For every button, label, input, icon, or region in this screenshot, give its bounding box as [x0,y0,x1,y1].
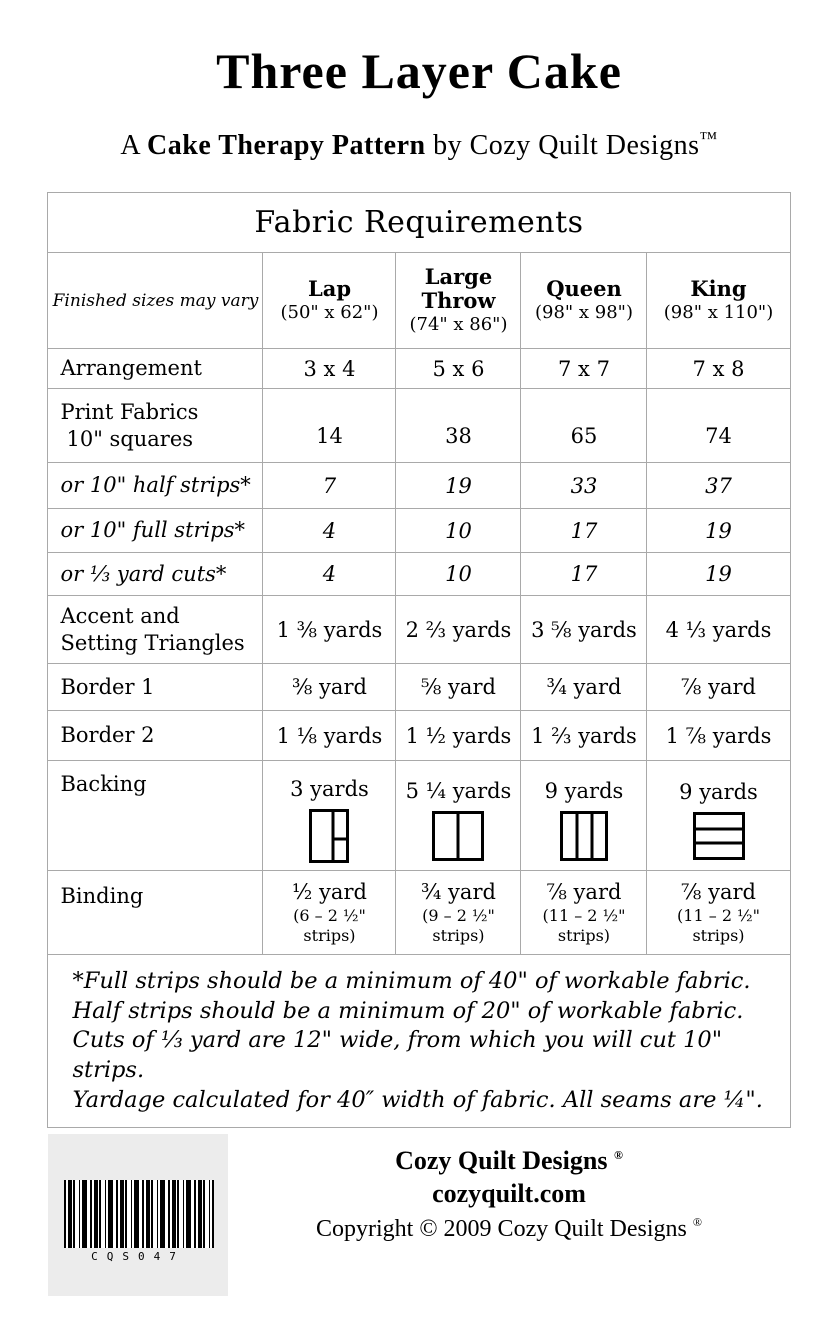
border-2-large-throw: 1 ½ yards [396,711,521,761]
table-row-print-fabrics [48,389,790,463]
half-strips-queen: 33 [521,463,647,509]
table-footnotes-row [48,955,790,1128]
binding-yardage: ¾ yard [421,879,496,904]
footer-website: cozyquilt.com [432,1179,586,1209]
border-1-large-throw: ⅝ yard [396,664,521,711]
binding-strips-line2: strips) [303,926,356,946]
table-row-half-strips [48,463,790,509]
binding-yardage: ⅞ yard [546,879,622,904]
table-row-yard-cuts [48,553,790,596]
half-strips-lap: 7 [263,463,396,509]
table-row-border-1 [48,664,790,711]
row-label-backing: Backing [48,761,263,871]
column-size: (98" x 110") [663,301,774,323]
footnotes [48,955,790,1128]
yard-cuts-queen: 17 [521,553,647,596]
page-subtitle [0,128,838,162]
footer-text-block [228,1134,790,1296]
subtitle-suffix: by Cozy Quilt Designs [425,130,700,161]
backing-queen-cell [521,761,647,871]
border-2-queen: 1 ⅔ yards [521,711,647,761]
backing-lap-yardage: 3 yards [290,776,369,801]
border-1-queen: ¾ yard [521,664,647,711]
footnote-yard-cuts: Cuts of ⅓ yard are 12" wide, from which you will cut 10" strips. [72,1027,723,1084]
row-label-full-strips: or 10" full strips* [48,509,263,553]
print-fabrics-label: Print Fabrics [60,400,199,425]
full-strips-king: 19 [647,509,790,553]
table-row-arrangement [48,349,790,389]
trademark-symbol: ™ [699,128,718,148]
page-title: Three Layer Cake [216,43,622,99]
footnote-yardage: Yardage calculated for 40″ width of fabric. All seams are ¼". [72,1086,763,1113]
binding-strips-line1: (11 – 2 ½" [542,906,626,926]
binding-strips-line2: strips) [692,926,745,946]
footer-copyright [228,1215,790,1243]
backing-king-yardage: 9 yards [679,779,758,804]
row-label-print-fabrics [48,389,263,463]
binding-strips-line1: (9 – 2 ½" [422,906,495,926]
column-header-king [647,253,790,349]
backing-large-throw-yardage: 5 ¼ yards [405,778,512,803]
backing-lap-cell [263,761,396,871]
yard-cuts-lap: 4 [263,553,396,596]
column-name: Queen [546,275,622,301]
binding-strips-line2: strips) [432,926,485,946]
registered-symbol: ® [613,1148,623,1163]
accent-lap: 1 ⅜ yards [263,596,396,664]
binding-queen-cell [521,871,647,955]
corner-note: Finished sizes may vary [48,253,263,349]
full-strips-queen: 17 [521,509,647,553]
arrangement-king: 7 x 8 [647,349,790,389]
accent-queen: 3 ⅝ yards [521,596,647,664]
registered-symbol: ® [692,1215,703,1230]
accent-king: 4 ⅓ yards [647,596,790,664]
backing-large-throw-cell [396,761,521,871]
binding-strips-line1: (11 – 2 ½" [677,906,760,926]
accent-label-line1: Accent and [60,604,180,629]
binding-lap-cell [263,871,396,955]
squares-lap: 14 [263,389,396,463]
squares-large-throw: 38 [396,389,521,463]
full-strips-lap: 4 [263,509,396,553]
barcode-bars-icon [64,1180,214,1248]
border-2-king: 1 ⅞ yards [647,711,790,761]
row-label-binding: Binding [48,871,263,955]
backing-diagram-large-throw-seams-icon [432,811,484,861]
table-title-row [48,193,790,253]
barcode [48,1134,228,1296]
border-1-king: ⅞ yard [647,664,790,711]
print-fabrics-sublabel: 10" squares [66,426,194,451]
table-row-binding [48,871,790,955]
column-header-lap [263,253,396,349]
yard-cuts-large-throw: 10 [396,553,521,596]
arrangement-large-throw: 5 x 6 [396,349,521,389]
backing-diagram-lap-seams-icon [309,809,349,863]
squares-king: 74 [647,389,790,463]
backing-diagram-king-seams-icon [693,812,745,860]
arrangement-queen: 7 x 7 [521,349,647,389]
arrangement-lap: 3 x 4 [263,349,396,389]
table-row-border-2 [48,711,790,761]
footer-copyright-text: Copyright © 2009 Cozy Quilt Designs [315,1216,687,1243]
column-name: Large Throw [421,263,496,313]
backing-queen-yardage: 9 yards [544,778,624,803]
row-label-arrangement: Arrangement [48,349,263,389]
squares-queen: 65 [521,389,647,463]
table-title: Fabric Requirements [48,193,790,253]
footnote-full-strips: *Full strips should be a minimum of 40" of workable fabric. [72,968,751,994]
binding-yardage: ⅞ yard [681,879,756,904]
column-header-row [48,253,790,349]
accent-large-throw: 2 ⅔ yards [396,596,521,664]
binding-king-cell [647,871,790,955]
barcode-text: CQS047 [91,1250,185,1264]
column-size: (74" x 86") [409,313,508,335]
column-name: King [690,275,747,301]
row-label-border-1: Border 1 [48,664,263,711]
table-row-accent [48,596,790,664]
backing-diagram-queen-seams-icon [560,811,608,861]
binding-strips-line1: (6 – 2 ½" [293,906,366,926]
half-strips-large-throw: 19 [396,463,521,509]
subtitle-brand: Cake Therapy Pattern [147,130,426,161]
footer-brand [228,1146,790,1176]
border-2-lap: 1 ⅛ yards [263,711,396,761]
footer-brand-name: Cozy Quilt Designs [395,1146,608,1176]
column-size: (50" x 62") [280,301,379,323]
subtitle-prefix: A [120,130,148,161]
footnote-half-strips: Half strips should be a minimum of 20" of workable fabric. [72,997,744,1024]
footer [48,1134,790,1296]
table-row-full-strips [48,509,790,553]
binding-yardage: ½ yard [292,879,367,904]
border-1-lap: ⅜ yard [263,664,396,711]
binding-large-throw-cell [396,871,521,955]
row-label-border-2: Border 2 [48,711,263,761]
column-name: Lap [307,275,352,301]
binding-strips-line2: strips) [557,926,611,946]
table-row-backing [48,761,790,871]
column-size: (98" x 98") [534,301,633,323]
half-strips-king: 37 [647,463,790,509]
accent-label-line2: Setting Triangles [60,630,245,655]
row-label-half-strips: or 10" half strips* [48,463,263,509]
fabric-requirements-table [47,192,790,1128]
column-header-large-throw [396,253,521,349]
yard-cuts-king: 19 [647,553,790,596]
column-header-queen [521,253,647,349]
row-label-accent [48,596,263,664]
backing-king-cell [647,761,790,871]
row-label-yard-cuts: or ⅓ yard cuts* [48,553,263,596]
full-strips-large-throw: 10 [396,509,521,553]
